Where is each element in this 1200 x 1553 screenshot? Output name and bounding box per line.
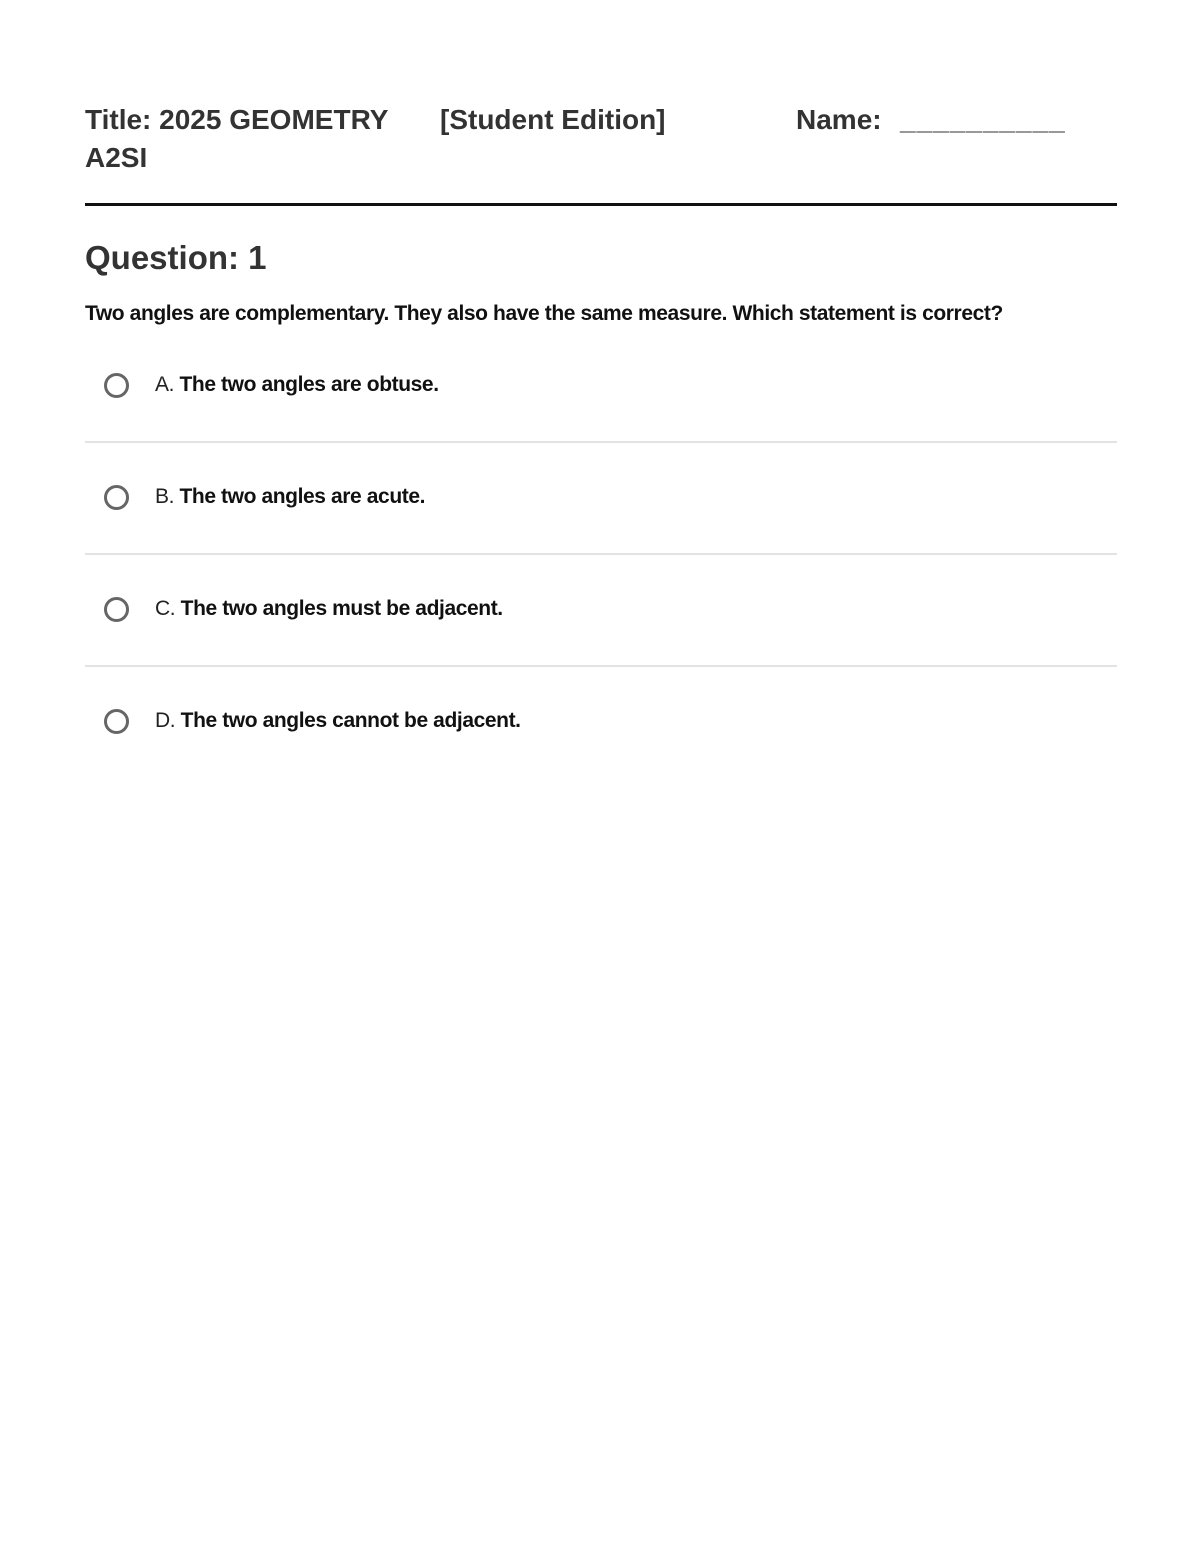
- option-label: [155, 483, 425, 511]
- option-letter: D.: [155, 709, 176, 732]
- question-heading: Question: 1: [85, 239, 267, 276]
- option-label: [155, 595, 503, 623]
- option-a[interactable]: [85, 331, 1117, 443]
- option-text: The two angles are acute.: [179, 485, 426, 508]
- option-d[interactable]: [85, 667, 1117, 777]
- worksheet-header: [85, 101, 1117, 181]
- header-divider: [85, 203, 1117, 206]
- radio-button-icon[interactable]: [104, 485, 129, 510]
- option-label: [155, 371, 439, 399]
- edition-label: [Student Edition]: [440, 104, 666, 135]
- radio-button-icon[interactable]: [104, 597, 129, 622]
- option-text: The two angles must be adjacent.: [180, 597, 503, 620]
- option-text: The two angles are obtuse.: [179, 373, 439, 396]
- option-text: The two angles cannot be adjacent.: [180, 709, 521, 732]
- option-letter: A.: [155, 373, 175, 396]
- worksheet-title: Title: 2025 GEOMETRY A2SI: [85, 104, 388, 173]
- answer-options: [85, 331, 1117, 777]
- question-text: Two angles are complementary. They also have the same measure. Which statement is correct?: [85, 302, 1003, 325]
- radio-button-icon[interactable]: [104, 709, 129, 734]
- name-label: Name:: [796, 104, 882, 135]
- option-label: [155, 707, 521, 735]
- name-blank: __________: [900, 104, 1066, 135]
- radio-button-icon[interactable]: [104, 373, 129, 398]
- option-letter: B.: [155, 485, 175, 508]
- option-letter: C.: [155, 597, 176, 620]
- option-b[interactable]: [85, 443, 1117, 555]
- option-c[interactable]: [85, 555, 1117, 667]
